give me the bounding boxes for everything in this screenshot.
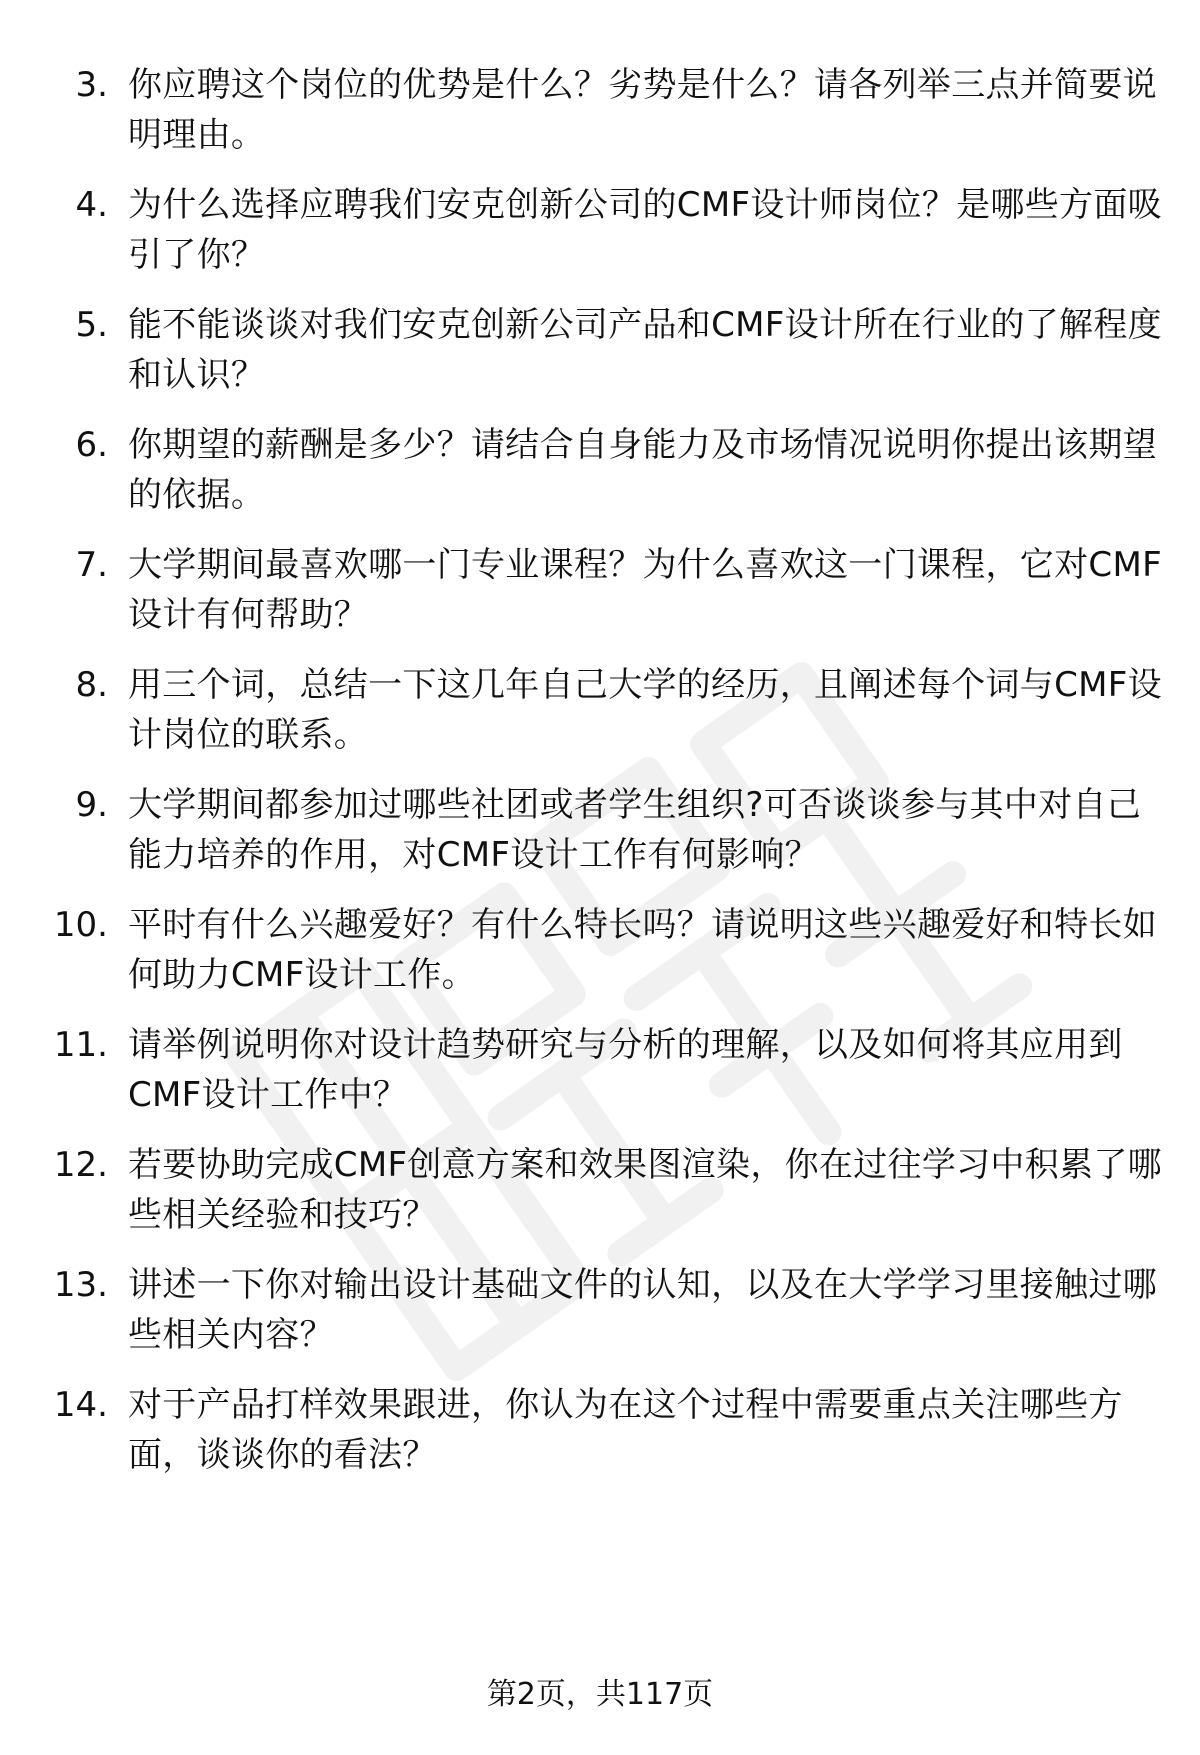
question-number: 11.	[53, 1025, 108, 1065]
question-text: 对于产品打样效果跟进，你认为在这个过程中需要重点关注哪些方面，谈谈你的看法？	[128, 1385, 1123, 1475]
question-number: 9.	[75, 785, 108, 825]
question-text: 为什么选择应聘我们安克创新公司的CMF设计师岗位？是哪些方面吸引了你？	[128, 185, 1162, 275]
question-text: 你应聘这个岗位的优势是什么？劣势是什么？请各列举三点并简要说明理由。	[128, 65, 1157, 155]
question-item	[0, 420, 1200, 540]
question-text: 大学期间最喜欢哪一门专业课程？为什么喜欢这一门课程，它对CMF设计有何帮助？	[128, 545, 1162, 635]
question-number: 8.	[75, 665, 108, 705]
question-item	[0, 900, 1200, 1020]
question-text: 讲述一下你对输出设计基础文件的认知，以及在大学学习里接触过哪些相关内容？	[128, 1265, 1157, 1355]
question-item	[0, 180, 1200, 300]
question-number: 10.	[53, 905, 108, 945]
page-indicator: 第2页，共117页	[486, 1677, 714, 1712]
question-number: 4.	[75, 185, 108, 225]
question-number: 6.	[75, 425, 108, 465]
question-item	[0, 1260, 1200, 1380]
question-item	[0, 660, 1200, 780]
question-text: 若要协助完成CMF创意方案和效果图渲染，你在过往学习中积累了哪些相关经验和技巧？	[128, 1145, 1162, 1235]
question-number: 5.	[75, 305, 108, 345]
question-number: 12.	[53, 1145, 108, 1185]
question-number: 14.	[53, 1385, 108, 1425]
question-item	[0, 540, 1200, 660]
question-item	[0, 1140, 1200, 1260]
question-item	[0, 300, 1200, 420]
question-text: 平时有什么兴趣爱好？有什么特长吗？请说明这些兴趣爱好和特长如何助力CMF设计工作。	[128, 905, 1157, 995]
question-text: 你期望的薪酬是多少？请结合自身能力及市场情况说明你提出该期望的依据。	[128, 425, 1157, 515]
question-text: 请举例说明你对设计趋势研究与分析的理解，以及如何将其应用到CMF设计工作中？	[128, 1025, 1123, 1115]
question-number: 3.	[75, 65, 108, 105]
question-item	[0, 780, 1200, 900]
question-number: 7.	[75, 545, 108, 585]
question-text: 大学期间都参加过哪些社团或者学生组织?可否谈谈参与其中对自己能力培养的作用，对CMF设计工作有何影响？	[128, 785, 1142, 875]
question-item	[0, 60, 1200, 180]
question-item	[0, 1020, 1200, 1140]
question-text: 能不能谈谈对我们安克创新公司产品和CMF设计所在行业的了解程度和认识？	[128, 305, 1162, 395]
question-item	[0, 1380, 1200, 1500]
question-number: 13.	[53, 1265, 108, 1305]
question-text: 用三个词，总结一下这几年自己大学的经历，且阐述每个词与CMF设计岗位的联系。	[128, 665, 1162, 755]
